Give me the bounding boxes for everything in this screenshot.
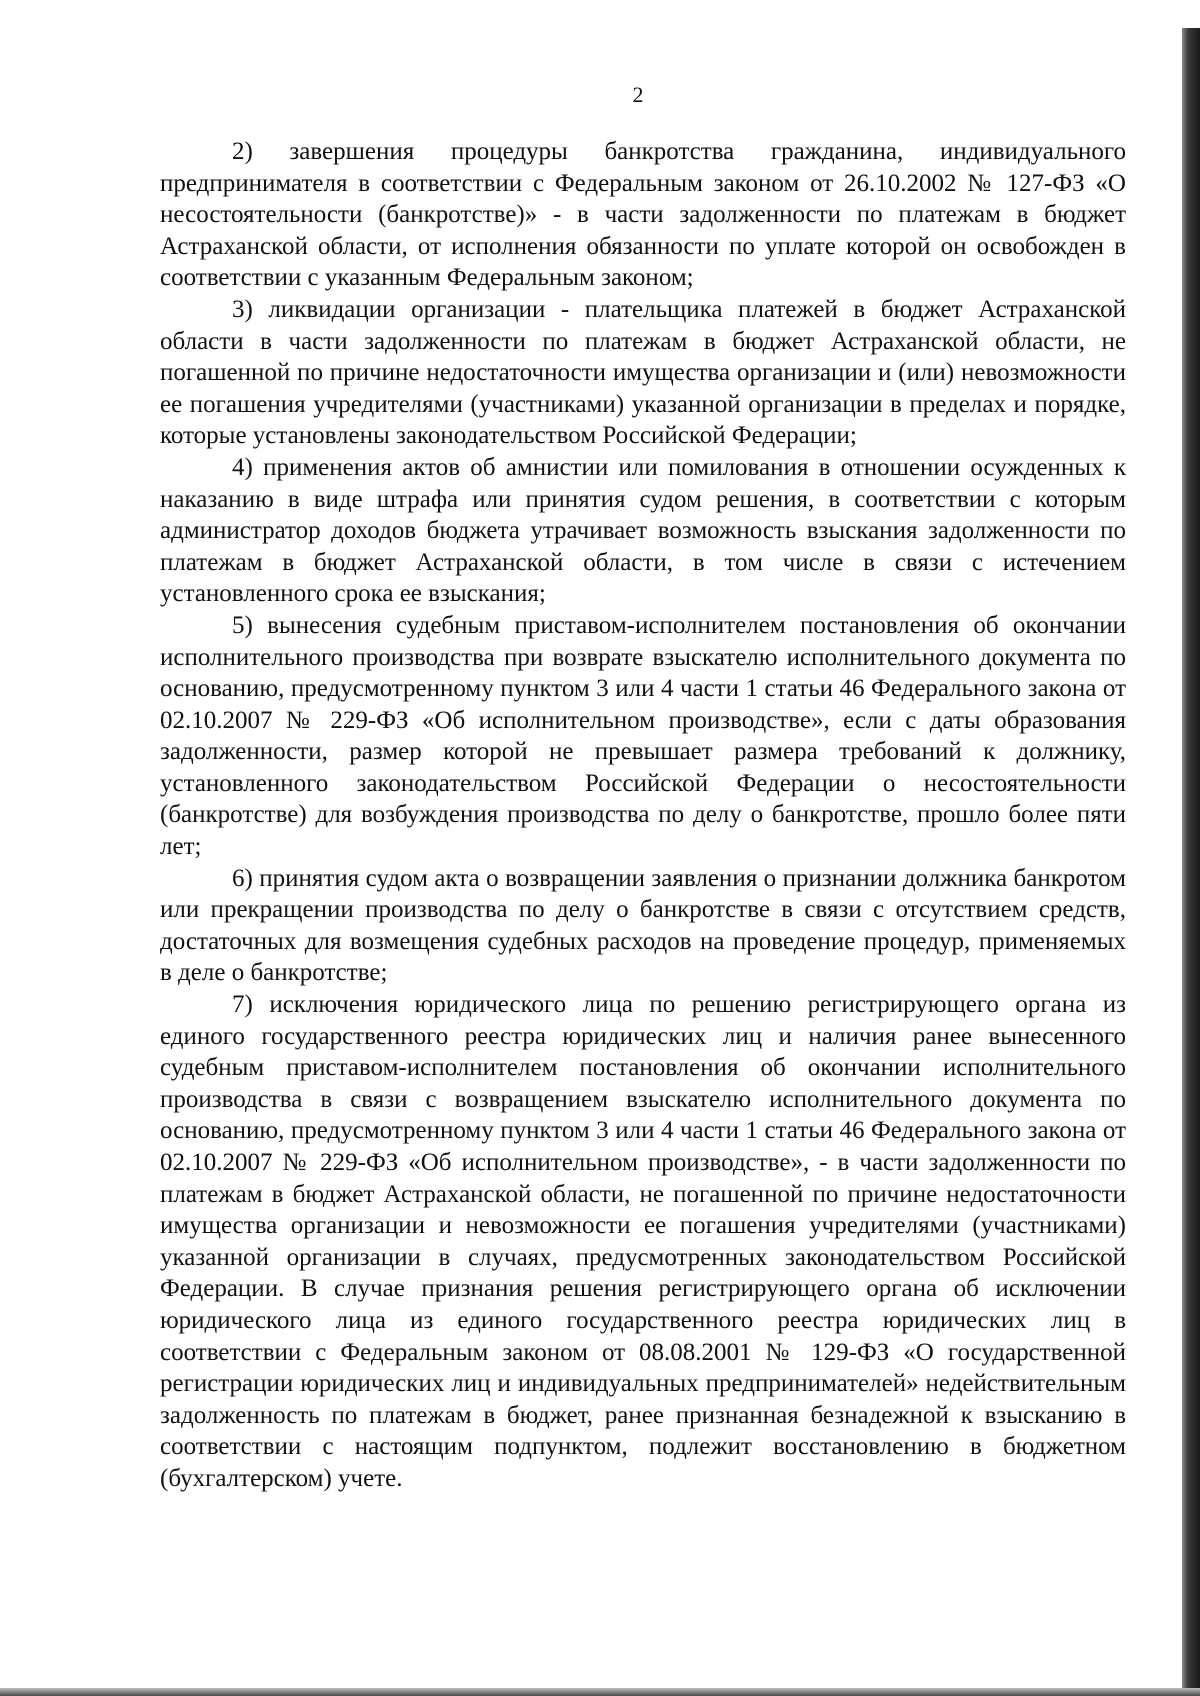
paragraph-item-7: 7) исключения юридического лица по решению регистрирующего органа из единого государственного реестра юридических лиц и наличия ранее вынесенного судебным приставом-исполнителем постановления об окончании исполнительного производства в связи с возвращением взыскателю исполнительного документа по основанию, предусмотренному пунктом 3 или 4 части 1 статьи 46 Федерального закона от 02.10.2007 № 229-ФЗ «Об исполнительном производстве», - в части задолженности по платежам в бюджет Астраханской области, не погашенной по причине недостаточности имущества организации и невозможности ее погашения учредителями (участниками) указанной организации в случаях, предусмотренных законодательством Российской Федерации. В случае признания решения регистрирующего органа об исключении юридического лица из единого государственного реестра юридических лиц в соответствии с Федеральным законом от 08.08.2001 № 129-ФЗ «О государственной регистрации юридических лиц и индивидуальных предпринимателей» недействительным задолженность по платежам в бюджет, ранее признанная безнадежной к взысканию в соответствии с настоящим подпунктом, подлежит восстановлению в бюджетном (бухгалтерском) учете. <box>160 991 1126 1492</box>
document-body <box>160 136 1126 1495</box>
paragraph-item-3: 3) ликвидации организации - плательщика платежей в бюджет Астраханской области в части задолженности по платежам в бюджет Астраханской области, не погашенной по причине недостаточности имущества организации и (или) невозможности ее погашения учредителями (участниками) указанной организации в пределах и порядке, которые установлены законодательством Российской Федерации; <box>160 295 1126 450</box>
paragraph-item-2: 2) завершения процедуры банкротства гражданина, индивидуального предпринимателя в соответствии с Федеральным законом от 26.10.2002 № 127-ФЗ «О несостоятельности (банкротстве)» - в части задолженности по платежам в бюджет Астраханской области, от исполнения обязанности по уплате которой он освобожден в соответствии с указанным Федеральным законом; <box>160 138 1126 292</box>
page-number: 2 <box>632 82 644 107</box>
paragraph-item-6: 6) принятия судом акта о возвращении заявления о признании должника банкротом или прекращении производства по делу о банкротстве в связи с отсутствием средств, достаточных для возмещения судебных расходов на проведение процедур, применяемых в деле о банкротстве; <box>160 864 1126 987</box>
paragraph-item-5: 5) вынесения судебным приставом-исполнителем постановления об окончании исполнительного производства при возврате взыскателю исполнительного документа по основанию, предусмотренному пунктом 3 или 4 части 1 статьи 46 Федерального закона от 02.10.2007 № 229-ФЗ «Об исполнительном производстве», если с даты образования задолженности, размер которой не превышает размера требований к должнику, установленного законодательством Российской Федерации о несостоятельности (банкротстве) для возбуждения производства по делу о банкротстве, прошло более пяти лет; <box>160 611 1126 861</box>
paragraph-item-4: 4) применения актов об амнистии или помилования в отношении осужденных к наказанию в виде штрафа или принятия судом решения, в соответствии с которым администратор доходов бюджета утрачивает возможность взыскания задолженности по платежам в бюджет Астраханской области, в том числе в связи с истечением установленного срока ее взыскания; <box>160 453 1126 608</box>
scan-edge-bottom <box>0 1688 1200 1696</box>
scan-edge-right <box>1182 28 1200 1696</box>
